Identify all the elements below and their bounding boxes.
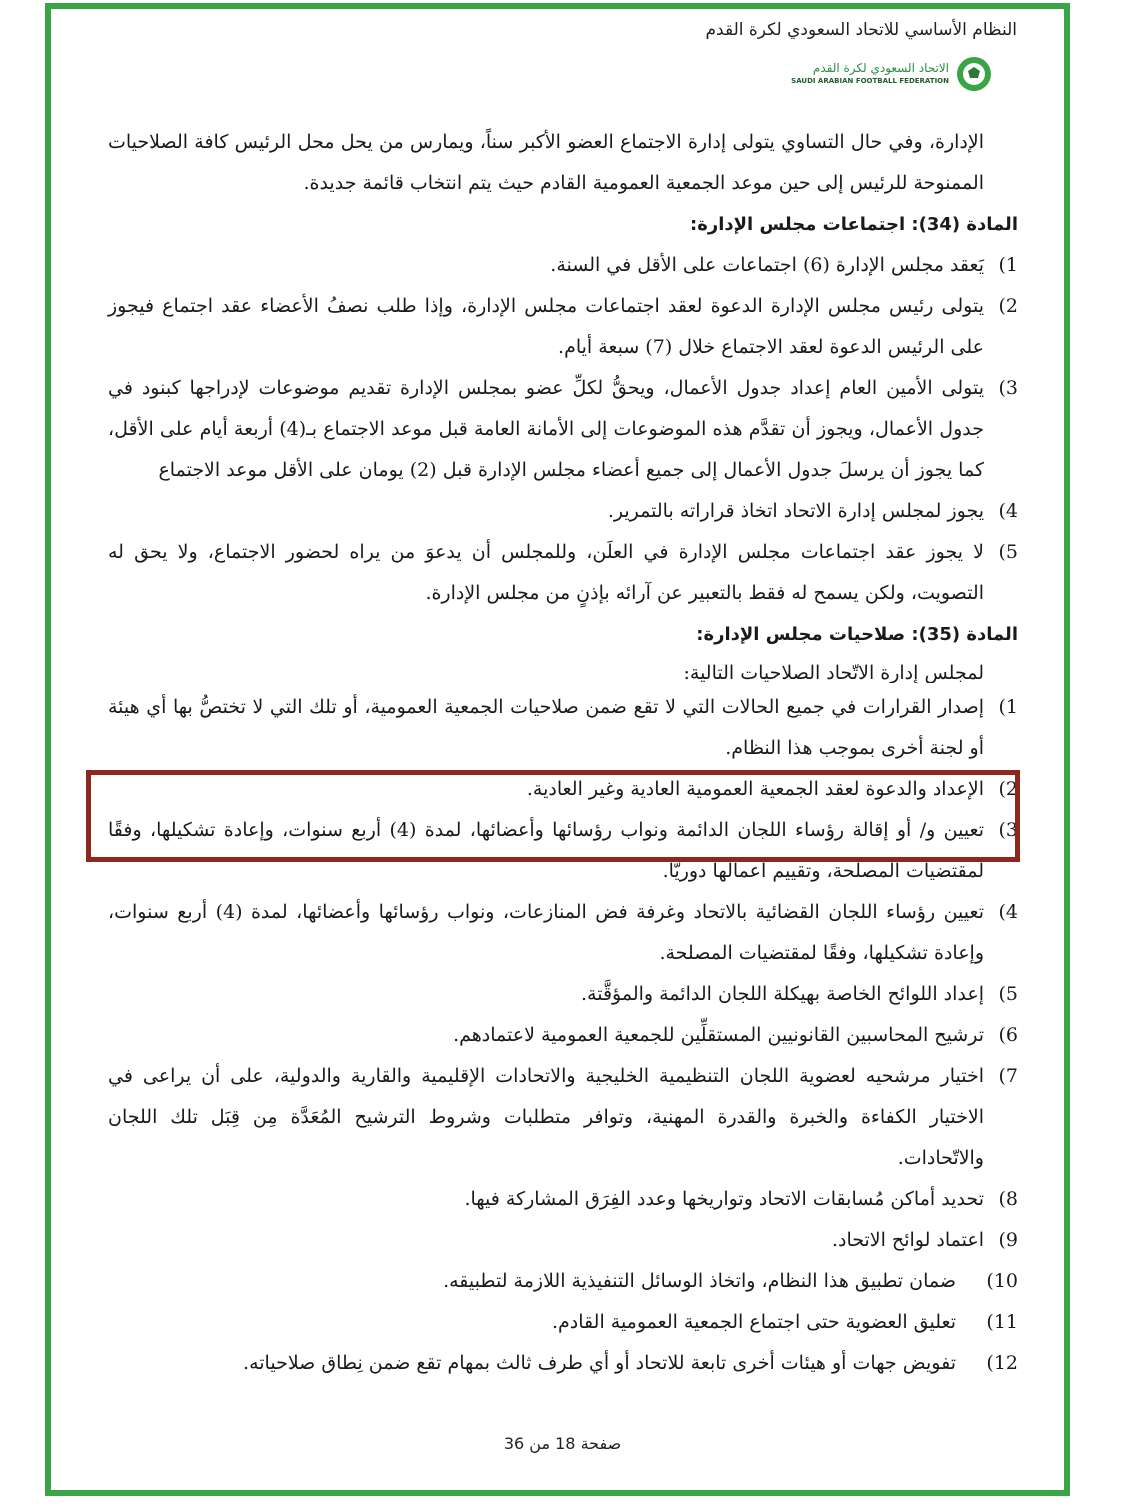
list-item-highlighted: 1) إصدار القرارات في جميع الحالات التي لا تقع ضمن صلاحيات الجمعية العمومية، أو تلك التي لا تختصُّ بها أي هيئة أو لجنة أخرى بموجب هذا النظام. [108,696,1018,759]
list-item: 12) تفويض جهات أو هيئات أخرى تابعة للاتحاد أو أي طرف ثالث بمهام تقع ضمن نِطاق صلاحياته. [243,1352,1018,1374]
list-item: 5) لا يجوز عقد اجتماعات مجلس الإدارة في العلَن، وللمجلس أن يدعوَ من يراه لحضور الاجتماع، ولا يحق له التصويت، ولكن يسمح له فقط بالتعبير عن آرائه بإذنٍ من مجلس الإدارة. [108,541,1018,604]
list-item: 3) يتولى الأمين العام إعداد جدول الأعمال، ويحقُّ لكلِّ عضو بمجلس الإدارة تقديم موضوعات لإدراجها كبنود في جدول الأعمال، ويجوز أن تقدَّم هذه الموضوعات إلى الأمانة العامة قبل موعد الاجتماع بـ(4) أربعة أيام على الأقل، كما يجوز أن يرسلَ جدول الأعمال إلى جميع أعضاء مجلس الإدارة قبل (2) يومان على الأقل موعد الاجتماع [108,377,1018,481]
federation-logo [791,55,993,95]
list-item: 3) تعيين و/ أو إقالة رؤساء اللجان الدائمة ونواب رؤسائها وأعضائها، لمدة (4) أربع سنوات، وإعادة تشكيلها، وفقًا لمقتضيات المصلحة، وتقييم أعمالها دوريًّا. [108,819,1018,882]
list-item: 1) يَعقد مجلس الإدارة (6) اجتماعات على الأقل في السنة. [550,254,1018,276]
logo-arabic-text: الاتحاد السعودي لكرة القدم [812,61,949,75]
article-35-lead: لمجلس إدارة الاتّحاد الصلاحيات التالية: [683,662,984,683]
article-35-title: المادة (35): صلاحيات مجلس الإدارة: [696,624,1018,645]
article-34-title: المادة (34): اجتماعات مجلس الإدارة: [690,214,1018,235]
document-header-title: النظام الأساسي للاتحاد السعودي لكرة القدم [705,20,1017,40]
page-number: صفحة 18 من 36 [503,1434,622,1453]
logo-english-text: SAUDI ARABIAN FOOTBALL FEDERATION [791,77,949,85]
list-item: 5) إعداد اللوائح الخاصة بهيكلة اللجان الدائمة والمؤقَّتة. [581,983,1018,1005]
list-item: 4) تعيين رؤساء اللجان القضائية بالاتحاد وغرفة فض المنازعات، ونواب رؤسائها وأعضائها، لمدة (4) أربع سنوات، وإعادة تشكيلها، وفقًا لمقتضيات المصلحة. [108,901,1018,964]
highlight-box [86,770,1020,862]
list-item: 7) اختيار مرشحيه لعضوية اللجان التنظيمية الخليجية والاتحادات الإقليمية والقارية والدولية، على أن يراعى في الاختيار الكفاءة والخبرة والقدرة المهنية، وتوافر متطلبات وشروط الترشيح المُعَدَّة مِن قِبَل تلك اللجان والاتّحادات. [108,1065,1018,1169]
list-item: 6) ترشيح المحاسبين القانونيين المستقلِّين للجمعية العمومية لاعتمادهم. [453,1024,1018,1046]
list-item: 2) الإعداد والدعوة لعقد الجمعية العمومية العادية وغير العادية. [526,778,1018,800]
list-item: 11) تعليق العضوية حتى اجتماع الجمعية العمومية القادم. [551,1311,1018,1333]
intro-paragraph: الإدارة، وفي حال التساوي يتولى إدارة الاجتماع العضو الأكبر سناً، ويمارس من يحل محل الرئيس كافة الصلاحيات الممنوحة للرئيس إلى حين موعد الجمعية العمومية القادم حيث يتم انتخاب قائمة جديدة. [108,131,984,194]
list-item: 8) تحديد أماكن مُسابقات الاتحاد وتواريخها وعدد الفِرَق المشاركة فيها. [464,1188,1018,1210]
list-item: 10) ضمان تطبيق هذا النظام، واتخاذ الوسائل التنفيذية اللازمة لتطبيقه. [443,1270,1018,1292]
document-body [108,122,1018,1384]
list-item: 4) يجوز لمجلس إدارة الاتحاد اتخاذ قراراته بالتمرير. [607,500,1018,522]
list-item: 2) يتولى رئيس مجلس الإدارة الدعوة لعقد اجتماعات مجلس الإدارة، وإذا طلب نصفُ الأعضاء عقد اجتماع فيجوز على الرئيس الدعوة لعقد الاجتماع خلال (7) سبعة أيام. [108,295,1018,358]
list-item: 9) اعتماد لوائح الاتحاد. [831,1229,1018,1251]
football-logo-icon [955,55,993,93]
